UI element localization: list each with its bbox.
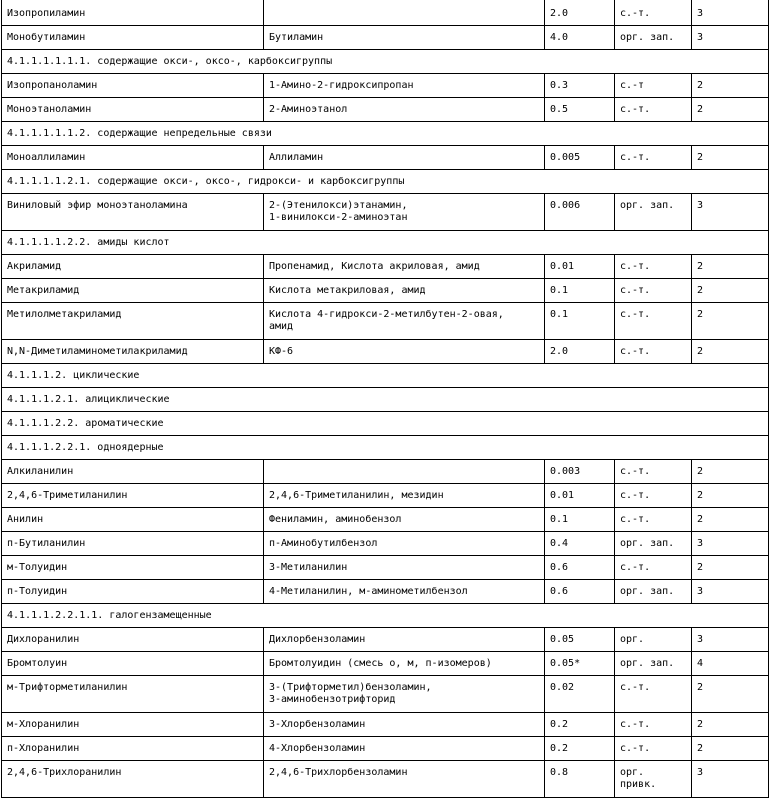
table-row: [2, 628, 769, 652]
hazard-indicator-cell: с.-т.: [615, 98, 692, 122]
section-heading: 4.1.1.1.2.2.1. одноядерные: [2, 436, 769, 460]
limit-value-cell: 0.2: [545, 737, 615, 761]
section-heading-row: [2, 412, 769, 436]
hazard-class-cell: 2: [692, 508, 769, 532]
hazard-class-cell: 2: [692, 737, 769, 761]
substance-name-cell: м-Толуидин: [2, 556, 264, 580]
hazard-indicator-cell: орг. зап.: [615, 580, 692, 604]
synonym-cell: 4-Хлорбензоламин: [264, 737, 545, 761]
table-row: [2, 340, 769, 364]
section-heading-row: [2, 50, 769, 74]
limit-value-cell: 0.01: [545, 484, 615, 508]
table-row: [2, 761, 769, 798]
hazard-class-cell: 2: [692, 460, 769, 484]
section-heading-row: [2, 231, 769, 255]
hazard-indicator-cell: с.-т.: [615, 737, 692, 761]
substance-name-cell: Моноэтаноламин: [2, 98, 264, 122]
hazard-indicator-cell: орг. зап.: [615, 532, 692, 556]
substance-name-cell: п-Бутиланилин: [2, 532, 264, 556]
substance-name-cell: Монобутиламин: [2, 26, 264, 50]
hazard-class-cell: 2: [692, 279, 769, 303]
hazard-indicator-cell: с.-т.: [615, 484, 692, 508]
table-row: [2, 194, 769, 231]
synonym-cell: Фениламин, аминобензол: [264, 508, 545, 532]
substance-name-cell: м-Трифторметиланилин: [2, 676, 264, 713]
hazard-indicator-cell: с.-т.: [615, 713, 692, 737]
hazard-class-cell: 2: [692, 556, 769, 580]
limit-value-cell: 2.0: [545, 340, 615, 364]
synonym-cell: 2-Аминоэтанол: [264, 98, 545, 122]
hazard-class-cell: 2: [692, 74, 769, 98]
synonym-cell: 3-Хлорбензоламин: [264, 713, 545, 737]
substance-name-cell: Дихлоранилин: [2, 628, 264, 652]
hazard-indicator-cell: орг.: [615, 628, 692, 652]
substance-name-cell: п-Хлоранилин: [2, 737, 264, 761]
substance-name-cell: Бромтолуин: [2, 652, 264, 676]
substance-name-cell: Анилин: [2, 508, 264, 532]
limit-value-cell: 0.02: [545, 676, 615, 713]
hazard-class-cell: 2: [692, 98, 769, 122]
hazard-indicator-cell: с.-т.: [615, 340, 692, 364]
table-row: [2, 279, 769, 303]
hazard-indicator-cell: с.-т.: [615, 146, 692, 170]
hazard-indicator-cell: с.-т.: [615, 0, 692, 26]
hazard-class-cell: 3: [692, 580, 769, 604]
hazard-indicator-cell: с.-т.: [615, 279, 692, 303]
synonym-cell: 3-Метиланилин: [264, 556, 545, 580]
section-heading-row: [2, 122, 769, 146]
section-heading: 4.1.1.1.2.1. алициклические: [2, 388, 769, 412]
table-body: [2, 0, 769, 798]
table-row: [2, 460, 769, 484]
section-heading: 4.1.1.1.1.1.2. содержащие непредельные связи: [2, 122, 769, 146]
limit-value-cell: 0.6: [545, 556, 615, 580]
limit-value-cell: 0.003: [545, 460, 615, 484]
limit-value-cell: 0.1: [545, 303, 615, 340]
substance-name-cell: Акриламид: [2, 255, 264, 279]
hazard-indicator-cell: с.-т.: [615, 255, 692, 279]
hazard-class-cell: 2: [692, 303, 769, 340]
hazard-indicator-cell: с.-т: [615, 74, 692, 98]
hazard-class-cell: 3: [692, 26, 769, 50]
table-row: [2, 146, 769, 170]
hazard-class-cell: 3: [692, 628, 769, 652]
table-row: [2, 713, 769, 737]
substance-name-cell: Метилолметакриламид: [2, 303, 264, 340]
hazard-indicator-cell: орг. зап.: [615, 194, 692, 231]
synonym-cell: 1-Амино-2-гидроксипропан: [264, 74, 545, 98]
table-row: [2, 580, 769, 604]
table-row: [2, 26, 769, 50]
substance-name-cell: 2,4,6-Триметиланилин: [2, 484, 264, 508]
table-row: [2, 484, 769, 508]
section-heading: 4.1.1.1.2.2.1.1. галогензамещенные: [2, 604, 769, 628]
substance-name-cell: Изопропиламин: [2, 0, 264, 26]
hazard-class-cell: 3: [692, 532, 769, 556]
hazard-class-cell: 2: [692, 255, 769, 279]
limit-value-cell: 0.005: [545, 146, 615, 170]
synonym-cell: Бутиламин: [264, 26, 545, 50]
table-row: [2, 508, 769, 532]
substances-table: [1, 0, 769, 798]
table-row: [2, 98, 769, 122]
limit-value-cell: 0.006: [545, 194, 615, 231]
section-heading-row: [2, 436, 769, 460]
section-heading-row: [2, 388, 769, 412]
substance-name-cell: N,N-Диметиламинометилакриламид: [2, 340, 264, 364]
table-row: [2, 74, 769, 98]
hazard-class-cell: 2: [692, 713, 769, 737]
section-heading-row: [2, 604, 769, 628]
limit-value-cell: 0.05: [545, 628, 615, 652]
section-heading: 4.1.1.1.1.2.2. амиды кислот: [2, 231, 769, 255]
hazard-indicator-cell: орг. зап.: [615, 652, 692, 676]
synonym-cell: п-Аминобутилбензол: [264, 532, 545, 556]
synonym-cell: Аллиламин: [264, 146, 545, 170]
hazard-class-cell: 2: [692, 484, 769, 508]
limit-value-cell: 0.2: [545, 713, 615, 737]
hazard-indicator-cell: с.-т.: [615, 508, 692, 532]
substance-name-cell: п-Толуидин: [2, 580, 264, 604]
synonym-cell: 2,4,6-Трихлорбензоламин: [264, 761, 545, 798]
hazard-indicator-cell: орг. зап.: [615, 26, 692, 50]
synonym-cell: 2-(Этенилокси)этанамин, 1-винилокси-2-аминоэтан: [264, 194, 545, 231]
section-heading: 4.1.1.1.2. циклические: [2, 364, 769, 388]
limit-value-cell: 2.0: [545, 0, 615, 26]
hazard-class-cell: 2: [692, 340, 769, 364]
section-heading-row: [2, 170, 769, 194]
synonym-cell: 4-Метиланилин, м-аминометилбензол: [264, 580, 545, 604]
table-row: [2, 303, 769, 340]
hazard-indicator-cell: с.-т.: [615, 460, 692, 484]
substance-name-cell: Алкиланилин: [2, 460, 264, 484]
limit-value-cell: 0.1: [545, 279, 615, 303]
hazard-class-cell: 3: [692, 0, 769, 26]
synonym-cell: Бромтолуидин (смесь о, м, п-изомеров): [264, 652, 545, 676]
table-row: [2, 255, 769, 279]
hazard-indicator-cell: с.-т.: [615, 556, 692, 580]
limit-value-cell: 0.3: [545, 74, 615, 98]
limit-value-cell: 0.1: [545, 508, 615, 532]
limit-value-cell: 0.5: [545, 98, 615, 122]
limit-value-cell: 0.05*: [545, 652, 615, 676]
limit-value-cell: 0.4: [545, 532, 615, 556]
substance-name-cell: Виниловый эфир моноэтаноламина: [2, 194, 264, 231]
table-row: [2, 676, 769, 713]
substance-name-cell: м-Хлоранилин: [2, 713, 264, 737]
substance-name-cell: Моноаллиламин: [2, 146, 264, 170]
synonym-cell: Кислота 4-гидрокси-2-метилбутен-2-овая, амид: [264, 303, 545, 340]
synonym-cell: КФ-6: [264, 340, 545, 364]
hazard-indicator-cell: с.-т.: [615, 303, 692, 340]
limit-value-cell: 0.6: [545, 580, 615, 604]
hazard-indicator-cell: с.-т.: [615, 676, 692, 713]
synonym-cell: 2,4,6-Триметиланилин, мезидин: [264, 484, 545, 508]
synonym-cell: 3-(Трифторметил)бензоламин, 3-аминобензотрифторид: [264, 676, 545, 713]
section-heading: 4.1.1.1.2.2. ароматические: [2, 412, 769, 436]
substance-name-cell: Изопропаноламин: [2, 74, 264, 98]
substance-name-cell: 2,4,6-Трихлоранилин: [2, 761, 264, 798]
hazard-class-cell: 2: [692, 146, 769, 170]
section-heading: 4.1.1.1.1.1.1. содержащие окси-, оксо-, карбоксигруппы: [2, 50, 769, 74]
synonym-cell: [264, 0, 545, 26]
limit-value-cell: 4.0: [545, 26, 615, 50]
hazard-class-cell: 2: [692, 676, 769, 713]
table-row: [2, 0, 769, 26]
limit-value-cell: 0.01: [545, 255, 615, 279]
synonym-cell: Пропенамид, Кислота акриловая, амид: [264, 255, 545, 279]
table-row: [2, 556, 769, 580]
substance-name-cell: Метакриламид: [2, 279, 264, 303]
synonym-cell: Дихлорбензоламин: [264, 628, 545, 652]
hazard-class-cell: 4: [692, 652, 769, 676]
synonym-cell: Кислота метакриловая, амид: [264, 279, 545, 303]
hazard-class-cell: 3: [692, 761, 769, 798]
hazard-indicator-cell: орг. привк.: [615, 761, 692, 798]
table-row: [2, 532, 769, 556]
table-row: [2, 652, 769, 676]
section-heading: 4.1.1.1.1.2.1. содержащие окси-, оксо-, гидрокси- и карбоксигруппы: [2, 170, 769, 194]
synonym-cell: [264, 460, 545, 484]
section-heading-row: [2, 364, 769, 388]
hazard-class-cell: 3: [692, 194, 769, 231]
limit-value-cell: 0.8: [545, 761, 615, 798]
table-row: [2, 737, 769, 761]
